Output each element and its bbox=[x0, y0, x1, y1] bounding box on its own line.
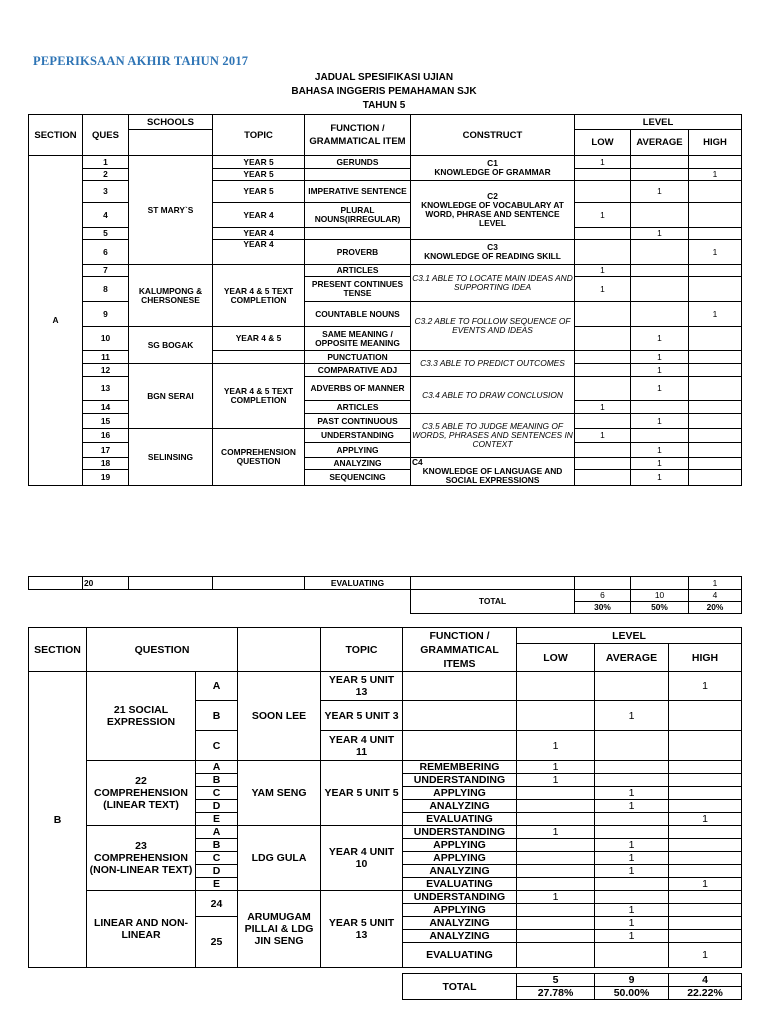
level-average: 1 bbox=[595, 800, 669, 813]
function-cell: PROVERB bbox=[305, 240, 411, 265]
level-high bbox=[689, 265, 742, 277]
level-high bbox=[669, 800, 742, 813]
level-high bbox=[689, 277, 742, 302]
level-low: 1 bbox=[517, 731, 595, 761]
question-number: 2 bbox=[83, 169, 129, 181]
function-cell: APPLYING bbox=[403, 852, 517, 865]
function-cell: APPLYING bbox=[403, 787, 517, 800]
level-average bbox=[595, 878, 669, 891]
function-cell: APPLYING bbox=[403, 904, 517, 917]
level-average: 1 bbox=[595, 904, 669, 917]
level-low: 1 bbox=[517, 891, 595, 904]
level-average: 1 bbox=[595, 852, 669, 865]
level-low bbox=[517, 787, 595, 800]
level-average bbox=[631, 401, 689, 414]
level-high bbox=[669, 761, 742, 774]
level-average bbox=[631, 302, 689, 327]
level-low: 1 bbox=[575, 265, 631, 277]
header-high: HIGH bbox=[689, 130, 742, 156]
school-ldg-gula: LDG GULA bbox=[238, 826, 321, 891]
question-number: 18 bbox=[83, 458, 129, 470]
spec-table-section-a bbox=[28, 114, 742, 486]
level-average bbox=[595, 774, 669, 787]
level-average bbox=[595, 826, 669, 839]
total-low: 6 bbox=[575, 590, 631, 602]
level-high bbox=[689, 414, 742, 429]
header-construct: CONSTRUCT bbox=[411, 115, 575, 156]
function-cell: EVALUATING bbox=[403, 878, 517, 891]
level-low bbox=[517, 672, 595, 701]
level-high bbox=[669, 826, 742, 839]
question-number: 13 bbox=[83, 377, 129, 401]
topic-cell: YEAR 4 & 5 bbox=[213, 327, 305, 351]
level-high bbox=[689, 181, 742, 203]
total-label: TOTAL bbox=[411, 590, 575, 614]
construct-c3-5: C3.5 ABLE TO JUDGE MEANING OF WORDS, PHRASES AND SENTENCES IN CONTEXT bbox=[411, 414, 575, 458]
level-average: 1 bbox=[631, 458, 689, 470]
level-low bbox=[517, 917, 595, 930]
level-high bbox=[669, 787, 742, 800]
level-high bbox=[689, 364, 742, 377]
table-title-line2: BAHASA INGGERIS PEMAHAMAN SJK bbox=[291, 86, 477, 97]
level-low bbox=[517, 865, 595, 878]
level-low bbox=[575, 351, 631, 364]
level-high bbox=[689, 351, 742, 364]
question-number: 19 bbox=[83, 470, 129, 486]
question-25-number: 25 bbox=[196, 917, 238, 968]
section-b-totals bbox=[402, 973, 742, 1000]
question-number: 3 bbox=[83, 181, 129, 203]
construct-c2-text: KNOWLEDGE OF VOCABULARY AT WORD, PHRASE AND SENTENCE LEVEL bbox=[421, 200, 564, 228]
level-average bbox=[595, 813, 669, 826]
part-label: C bbox=[196, 852, 238, 865]
construct-c3-2: C3.2 ABLE TO FOLLOW SEQUENCE OF EVENTS AND IDEAS bbox=[411, 302, 575, 351]
function-cell: PUNCTUATION bbox=[305, 351, 411, 364]
pct-average: 50.00% bbox=[595, 987, 669, 1000]
level-high bbox=[669, 930, 742, 943]
function-cell: ANALYZING bbox=[305, 458, 411, 470]
level-high: 1 bbox=[669, 878, 742, 891]
function-cell: APPLYING bbox=[305, 443, 411, 458]
level-low bbox=[517, 904, 595, 917]
question-23: 23 COMPREHENSION (NON-LINEAR TEXT) bbox=[87, 826, 196, 891]
construct-c4-text: KNOWLEDGE OF LANGUAGE AND SOCIAL EXPRESSIONS bbox=[422, 466, 563, 485]
topic-cell bbox=[213, 351, 305, 364]
question-number: 6 bbox=[83, 240, 129, 265]
level-low bbox=[575, 169, 631, 181]
pct-high: 20% bbox=[689, 602, 742, 614]
function-cell: ADVERBS OF MANNER bbox=[305, 377, 411, 401]
level-average bbox=[631, 577, 689, 590]
function-cell: ANALYZING bbox=[403, 800, 517, 813]
function-cell bbox=[305, 169, 411, 181]
school-soon-lee: SOON LEE bbox=[238, 672, 321, 761]
topic-cell: YEAR 4 bbox=[213, 240, 305, 265]
level-low: 1 bbox=[517, 774, 595, 787]
level-high bbox=[689, 401, 742, 414]
total-high: 4 bbox=[689, 590, 742, 602]
question-number: 8 bbox=[83, 277, 129, 302]
spec-table-section-a-continued bbox=[28, 576, 742, 614]
function-cell: ANALYZING bbox=[403, 865, 517, 878]
part-label: A bbox=[196, 672, 238, 701]
school-kalumpong: KALUMPONG & CHERSONESE bbox=[129, 265, 213, 327]
topic-cell: YEAR 4 & 5 TEXT COMPLETION bbox=[213, 265, 305, 327]
level-average: 1 bbox=[595, 839, 669, 852]
header-section: SECTION bbox=[29, 628, 87, 672]
level-average bbox=[631, 156, 689, 169]
construct-c1 bbox=[411, 156, 575, 181]
level-high: 1 bbox=[689, 577, 742, 590]
total-average: 10 bbox=[631, 590, 689, 602]
school-yam-seng: YAM SENG bbox=[238, 761, 321, 826]
header-question: QUESTION bbox=[87, 628, 238, 672]
topic-cell: COMPREHENSION QUESTION bbox=[213, 429, 305, 486]
topic-cell: YEAR 5 UNIT 13 bbox=[321, 672, 403, 701]
level-high: 1 bbox=[669, 672, 742, 701]
level-average bbox=[631, 169, 689, 181]
topic-cell bbox=[213, 577, 305, 590]
topic-cell: YEAR 5 bbox=[213, 181, 305, 203]
topic-cell: YEAR 5 UNIT 5 bbox=[321, 761, 403, 826]
question-24-25: LINEAR AND NON-LINEAR bbox=[87, 891, 196, 968]
level-low bbox=[575, 414, 631, 429]
function-cell: COMPARATIVE ADJ bbox=[305, 364, 411, 377]
function-cell: ANALYZING bbox=[403, 917, 517, 930]
part-label: D bbox=[196, 865, 238, 878]
level-average: 1 bbox=[631, 327, 689, 351]
construct-c3-4: C3.4 ABLE TO DRAW CONCLUSION bbox=[411, 377, 575, 414]
function-cell: PLURAL NOUNS(IRREGULAR) bbox=[305, 203, 411, 228]
part-label: A bbox=[196, 826, 238, 839]
total-label: TOTAL bbox=[403, 974, 517, 1000]
total-low: 5 bbox=[517, 974, 595, 987]
level-low bbox=[575, 364, 631, 377]
level-low bbox=[575, 181, 631, 203]
section-cell bbox=[29, 577, 83, 590]
level-high bbox=[669, 852, 742, 865]
level-average bbox=[595, 731, 669, 761]
function-cell: REMEMBERING bbox=[403, 761, 517, 774]
level-low bbox=[575, 327, 631, 351]
topic-cell: YEAR 4 & 5 TEXT COMPLETION bbox=[213, 364, 305, 429]
level-low bbox=[517, 701, 595, 731]
function-cell bbox=[403, 701, 517, 731]
level-average: 1 bbox=[595, 701, 669, 731]
level-low bbox=[517, 878, 595, 891]
level-low bbox=[517, 813, 595, 826]
school-bgn-serai: BGN SERAI bbox=[129, 364, 213, 429]
level-average: 1 bbox=[631, 364, 689, 377]
level-high: 1 bbox=[689, 302, 742, 327]
construct-c1-text: KNOWLEDGE OF GRAMMAR bbox=[434, 167, 551, 177]
part-label: B bbox=[196, 839, 238, 852]
level-high: 1 bbox=[689, 169, 742, 181]
level-high bbox=[669, 701, 742, 731]
question-22: 22 COMPREHENSION (LINEAR TEXT) bbox=[87, 761, 196, 826]
function-cell: UNDERSTANDING bbox=[305, 429, 411, 443]
header-average: AVERAGE bbox=[631, 130, 689, 156]
construct-c2-code: C2 bbox=[487, 191, 498, 201]
header-high: HIGH bbox=[669, 644, 742, 672]
header-low: LOW bbox=[575, 130, 631, 156]
level-high bbox=[689, 458, 742, 470]
level-average: 1 bbox=[631, 181, 689, 203]
level-low: 1 bbox=[575, 429, 631, 443]
level-high: 1 bbox=[689, 240, 742, 265]
function-cell: APPLYING bbox=[403, 839, 517, 852]
spec-table-section-b bbox=[28, 627, 742, 968]
header-school-blank bbox=[238, 628, 321, 672]
level-high bbox=[669, 891, 742, 904]
question-number: 1 bbox=[83, 156, 129, 169]
level-average: 1 bbox=[631, 228, 689, 240]
construct-c4 bbox=[411, 458, 575, 486]
level-average bbox=[595, 672, 669, 701]
construct-c3-3: C3.3 ABLE TO PREDICT OUTCOMES bbox=[411, 351, 575, 377]
table-title-line3: TAHUN 5 bbox=[362, 100, 406, 111]
topic-cell: YEAR 4 UNIT 10 bbox=[321, 826, 403, 891]
header-low: LOW bbox=[517, 644, 595, 672]
question-number: 5 bbox=[83, 228, 129, 240]
table-title-line1: JADUAL SPESIFIKASI UJIAN bbox=[314, 72, 454, 83]
level-high bbox=[669, 774, 742, 787]
function-cell: EVALUATING bbox=[305, 577, 411, 590]
total-average: 9 bbox=[595, 974, 669, 987]
level-average: 1 bbox=[631, 470, 689, 486]
question-number: 17 bbox=[83, 443, 129, 458]
level-high: 1 bbox=[669, 813, 742, 826]
function-cell: PRESENT CONTINUES TENSE bbox=[305, 277, 411, 302]
level-low bbox=[575, 240, 631, 265]
question-number: 7 bbox=[83, 265, 129, 277]
level-low bbox=[575, 577, 631, 590]
level-average: 1 bbox=[631, 414, 689, 429]
level-high bbox=[689, 470, 742, 486]
blank-space bbox=[29, 590, 411, 614]
question-number: 12 bbox=[83, 364, 129, 377]
function-cell: COUNTABLE NOUNS bbox=[305, 302, 411, 327]
topic-cell: YEAR 5 UNIT 13 bbox=[321, 891, 403, 968]
level-high bbox=[689, 377, 742, 401]
question-number: 10 bbox=[83, 327, 129, 351]
function-cell: UNDERSTANDING bbox=[403, 891, 517, 904]
function-cell: ANALYZING bbox=[403, 930, 517, 943]
section-b-label: B bbox=[29, 672, 87, 968]
level-low bbox=[575, 302, 631, 327]
level-average: 1 bbox=[631, 443, 689, 458]
level-low bbox=[517, 930, 595, 943]
level-high bbox=[689, 203, 742, 228]
topic-cell: YEAR 5 UNIT 3 bbox=[321, 701, 403, 731]
level-high bbox=[669, 839, 742, 852]
construct-c3 bbox=[411, 240, 575, 265]
function-cell: PAST CONTINUOUS bbox=[305, 414, 411, 429]
header-topic: TOPIC bbox=[321, 628, 403, 672]
level-low: 1 bbox=[517, 761, 595, 774]
header-level: LEVEL bbox=[575, 115, 742, 130]
header-section: SECTION bbox=[29, 115, 83, 156]
construct-c3-text: KNOWLEDGE OF READING SKILL bbox=[424, 251, 561, 261]
question-number: 15 bbox=[83, 414, 129, 429]
pct-low: 30% bbox=[575, 602, 631, 614]
construct-c3-1: C3.1 ABLE TO LOCATE MAIN IDEAS AND SUPPORTING IDEA bbox=[411, 265, 575, 302]
level-average: 1 bbox=[595, 787, 669, 800]
topic-cell: YEAR 5 bbox=[213, 169, 305, 181]
exam-title: PEPERIKSAAN AKHIR TAHUN 2017 bbox=[33, 54, 249, 68]
header-level: LEVEL bbox=[517, 628, 742, 644]
level-low: 1 bbox=[575, 203, 631, 228]
function-cell: ARTICLES bbox=[305, 401, 411, 414]
level-low: 1 bbox=[575, 401, 631, 414]
level-average bbox=[631, 429, 689, 443]
level-high bbox=[689, 429, 742, 443]
part-label: C bbox=[196, 731, 238, 761]
level-low bbox=[575, 377, 631, 401]
function-cell: SEQUENCING bbox=[305, 470, 411, 486]
level-low bbox=[575, 228, 631, 240]
construct-c4-code: C4 bbox=[412, 457, 423, 467]
function-cell: ARTICLES bbox=[305, 265, 411, 277]
pct-high: 22.22% bbox=[669, 987, 742, 1000]
level-low bbox=[517, 943, 595, 968]
header-ques: QUES bbox=[83, 115, 129, 156]
question-21: 21 SOCIAL EXPRESSION bbox=[87, 672, 196, 761]
pct-average: 50% bbox=[631, 602, 689, 614]
header-schools-blank bbox=[129, 130, 213, 156]
level-average: 1 bbox=[631, 377, 689, 401]
function-cell: EVALUATING bbox=[403, 813, 517, 826]
topic-cell: YEAR 5 bbox=[213, 156, 305, 169]
header-function: FUNCTION / GRAMMATICAL ITEM bbox=[305, 115, 411, 156]
level-low bbox=[517, 839, 595, 852]
topic-cell: YEAR 4 bbox=[213, 228, 305, 240]
construct-c3-code: C3 bbox=[487, 242, 498, 252]
part-label: B bbox=[196, 701, 238, 731]
level-average bbox=[595, 761, 669, 774]
question-number: 11 bbox=[83, 351, 129, 364]
level-average: 1 bbox=[595, 865, 669, 878]
level-average bbox=[595, 891, 669, 904]
question-number: 9 bbox=[83, 302, 129, 327]
level-high bbox=[669, 865, 742, 878]
level-average: 1 bbox=[595, 930, 669, 943]
level-low: 1 bbox=[575, 156, 631, 169]
total-high: 4 bbox=[669, 974, 742, 987]
level-low bbox=[575, 443, 631, 458]
part-label: B bbox=[196, 774, 238, 787]
school-sg-bogak: SG BOGAK bbox=[129, 327, 213, 364]
level-low: 1 bbox=[517, 826, 595, 839]
level-high bbox=[689, 327, 742, 351]
level-high bbox=[669, 904, 742, 917]
level-high bbox=[669, 731, 742, 761]
construct-c2 bbox=[411, 181, 575, 240]
level-low bbox=[575, 458, 631, 470]
question-number: 16 bbox=[83, 429, 129, 443]
level-high bbox=[689, 443, 742, 458]
part-label: C bbox=[196, 787, 238, 800]
function-cell bbox=[305, 228, 411, 240]
level-average bbox=[631, 277, 689, 302]
header-average: AVERAGE bbox=[595, 644, 669, 672]
level-high bbox=[689, 156, 742, 169]
part-label: E bbox=[196, 813, 238, 826]
level-high bbox=[689, 228, 742, 240]
school-arumugam-ldg-jin-seng: ARUMUGAM PILLAI & LDG JIN SENG bbox=[238, 891, 321, 968]
function-cell bbox=[403, 672, 517, 701]
topic-cell: YEAR 4 bbox=[213, 203, 305, 228]
construct-c1-code: C1 bbox=[487, 158, 498, 168]
level-average bbox=[631, 265, 689, 277]
level-average: 1 bbox=[631, 351, 689, 364]
question-number: 14 bbox=[83, 401, 129, 414]
function-cell: SAME MEANING / OPPOSITE MEANING bbox=[305, 327, 411, 351]
function-cell: UNDERSTANDING bbox=[403, 774, 517, 787]
part-label: E bbox=[196, 878, 238, 891]
level-average: 1 bbox=[595, 917, 669, 930]
function-cell: UNDERSTANDING bbox=[403, 826, 517, 839]
function-cell bbox=[403, 731, 517, 761]
topic-cell: YEAR 4 UNIT 11 bbox=[321, 731, 403, 761]
function-cell: EVALUATING bbox=[403, 943, 517, 968]
header-topic: TOPIC bbox=[213, 115, 305, 156]
part-label: D bbox=[196, 800, 238, 813]
level-average bbox=[631, 203, 689, 228]
level-low bbox=[575, 470, 631, 486]
section-a-label: A bbox=[29, 156, 83, 486]
level-high: 1 bbox=[669, 943, 742, 968]
level-low bbox=[517, 800, 595, 813]
pct-low: 27.78% bbox=[517, 987, 595, 1000]
school-cell bbox=[129, 577, 213, 590]
school-selinsing: SELINSING bbox=[129, 429, 213, 486]
level-low bbox=[517, 852, 595, 865]
level-low: 1 bbox=[575, 277, 631, 302]
question-24-number: 24 bbox=[196, 891, 238, 917]
school-st-marys: ST MARY`S bbox=[129, 156, 213, 265]
header-schools: SCHOOLS bbox=[129, 115, 213, 130]
function-cell: GERUNDS bbox=[305, 156, 411, 169]
question-number: 4 bbox=[83, 203, 129, 228]
function-cell: IMPERATIVE SENTENCE bbox=[305, 181, 411, 203]
question-number: 20 bbox=[83, 577, 129, 590]
header-function: FUNCTION / GRAMMATICAL ITEMS bbox=[403, 628, 517, 672]
level-average bbox=[595, 943, 669, 968]
level-high bbox=[669, 917, 742, 930]
part-label: A bbox=[196, 761, 238, 774]
construct-cell bbox=[411, 577, 575, 590]
level-average bbox=[631, 240, 689, 265]
